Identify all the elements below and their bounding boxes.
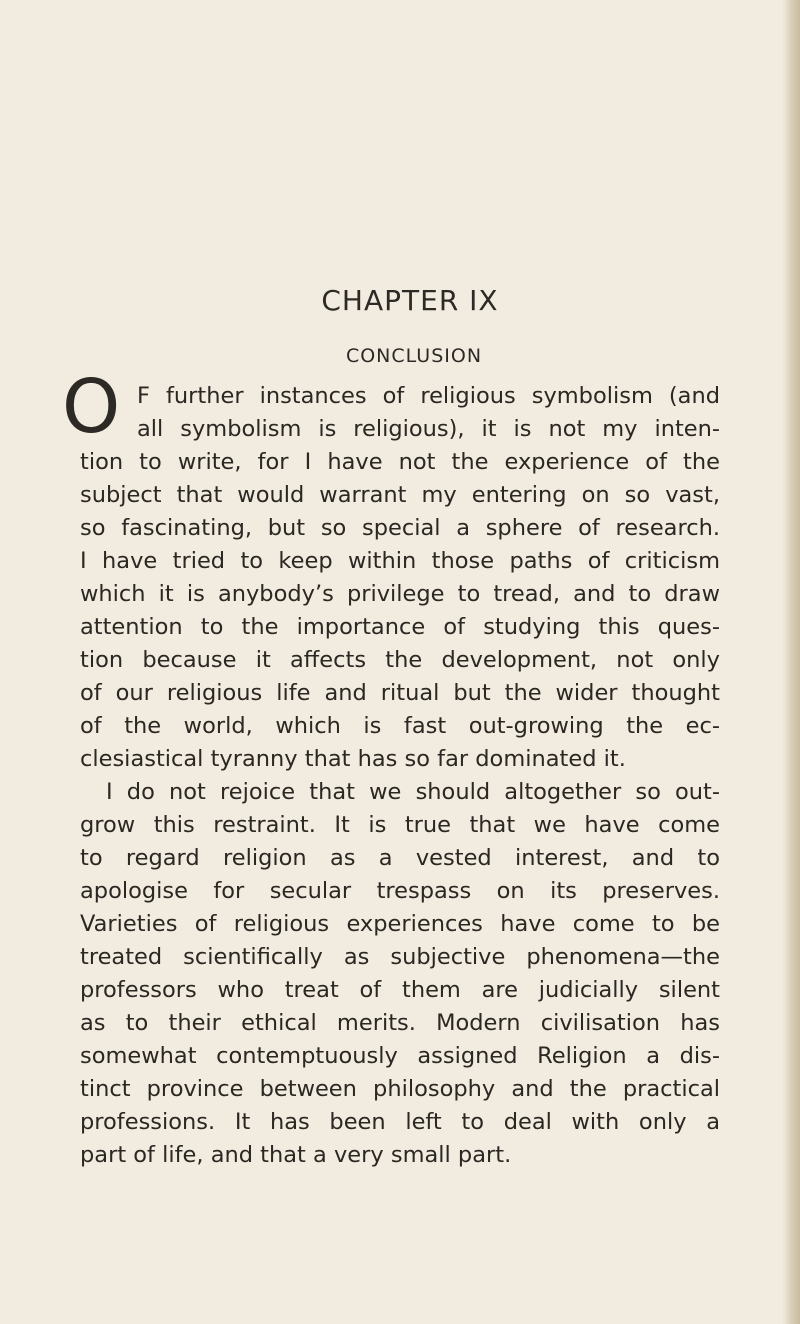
chapter-title: CHAPTER IX	[321, 284, 499, 317]
text-line: subject that would warrant my entering on so vast,	[80, 482, 720, 508]
text-line: treated scientifically as subjective phenomena—the	[80, 944, 720, 970]
text-line: of the world, which is fast out-growing the ec-	[80, 713, 720, 739]
text-line: tion because it affects the development, not only	[80, 647, 720, 673]
drop-cap: O	[62, 364, 121, 450]
text-line: to regard religion as a vested interest, and to	[80, 845, 720, 871]
text-line: apologise for secular trespass on its preserves.	[80, 878, 720, 904]
text-line: clesiastical tyranny that has so far dominated it.	[80, 746, 626, 772]
text-line: part of life, and that a very small part.	[80, 1142, 512, 1168]
text-line: all symbolism is religious), it is not my inten-	[137, 416, 720, 442]
text-line: Varieties of religious experiences have come to be	[80, 911, 720, 937]
text-line: professions. It has been left to deal with only a	[80, 1109, 720, 1135]
page-edge-shadow	[782, 0, 800, 1324]
text-line: as to their ethical merits. Modern civilisation has	[80, 1010, 720, 1036]
text-line: F further instances of religious symbolism (and	[137, 383, 720, 409]
text-line: attention to the importance of studying this ques-	[80, 614, 720, 640]
text-line: which it is anybody’s privilege to tread, and to draw	[80, 581, 720, 607]
text-line: I do not rejoice that we should altogether so out-	[106, 779, 720, 805]
text-line: professors who treat of them are judicially silent	[80, 977, 720, 1003]
chapter-subtitle: CONCLUSION	[345, 345, 483, 367]
text-line: grow this restraint. It is true that we have come	[80, 812, 720, 838]
text-line: tion to write, for I have not the experience of the	[80, 449, 720, 475]
text-line: so fascinating, but so special a sphere of research.	[80, 515, 720, 541]
text-line: I have tried to keep within those paths of criticism	[80, 548, 720, 574]
text-line: of our religious life and ritual but the wider thought	[80, 680, 720, 706]
text-line: tinct province between philosophy and the practical	[80, 1076, 720, 1102]
text-line: somewhat contemptuously assigned Religion a dis-	[80, 1043, 720, 1069]
